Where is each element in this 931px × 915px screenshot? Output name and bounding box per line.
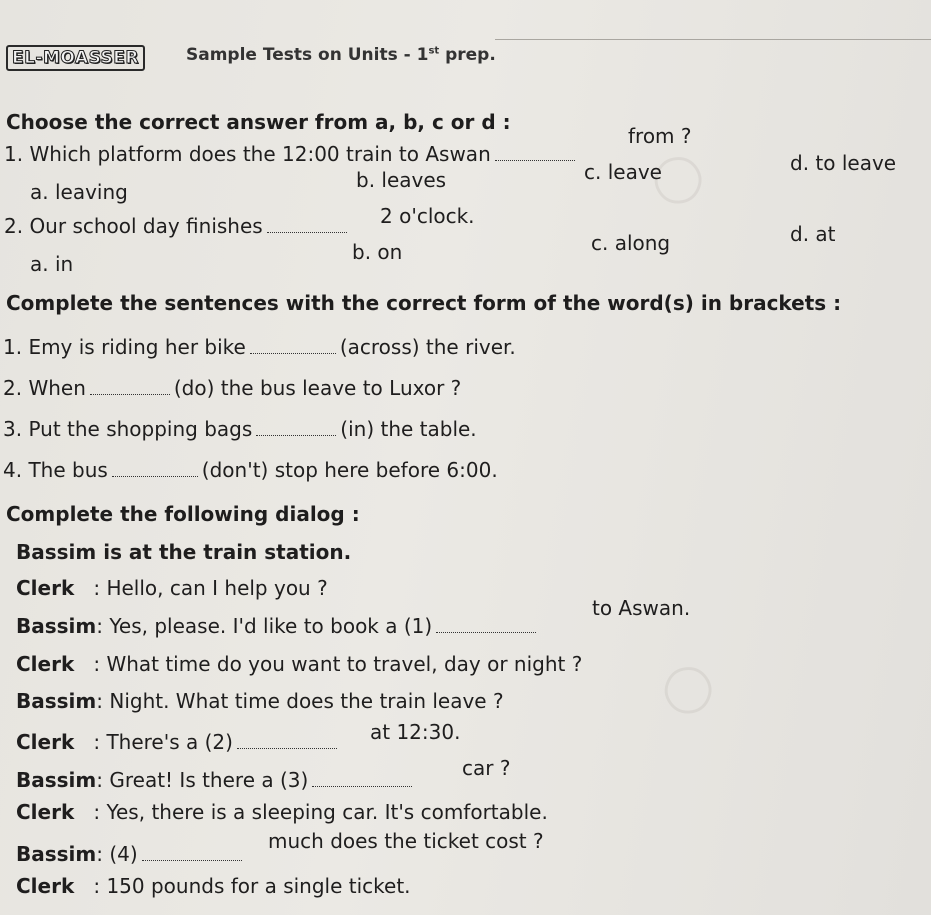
speaker-clerk: Clerk: [16, 874, 75, 898]
dialog-separator: :: [74, 800, 107, 824]
sentence-4-after: (don't) stop here before 6:00.: [201, 458, 498, 482]
sentence-1-after: (across) the river.: [339, 335, 516, 359]
dialog-line-2-after: to Aswan.: [592, 596, 691, 620]
dialog-separator: :: [96, 768, 110, 792]
sentence-2-after: (do) the bus leave to Luxor ?: [173, 376, 462, 400]
answer-blank[interactable]: [256, 435, 336, 436]
watermark-logo: ◯: [649, 650, 723, 724]
speaker-clerk: Clerk: [16, 730, 75, 754]
dialog-line-1: [16, 576, 328, 600]
sentence-3-text: 3. Put the shopping bags: [3, 417, 253, 441]
option-2b[interactable]: b. on: [352, 240, 403, 264]
header-divider: [495, 39, 931, 40]
sentence-2: [3, 376, 461, 400]
question-2-after: 2 o'clock.: [380, 204, 475, 228]
section-heading-choose: Choose the correct answer from a, b, c or d :: [6, 110, 511, 134]
dialog-line-5-after: at 12:30.: [370, 720, 461, 744]
question-2-text: 2. Our school day finishes: [4, 214, 263, 238]
dialog-separator: :: [96, 614, 110, 638]
speaker-clerk: Clerk: [16, 800, 75, 824]
dialog-line-6-after: car ?: [462, 756, 511, 780]
dialog-separator: :: [74, 576, 107, 600]
dialog-line-6: [16, 768, 416, 792]
question-1-text: 1. Which platform does the 12:00 train to Aswan: [4, 142, 491, 166]
dialog-line-9: [16, 874, 411, 898]
dialog-text: Great! Is there a (3): [109, 768, 309, 792]
dialog-text: (4): [109, 842, 138, 866]
answer-blank[interactable]: [112, 476, 198, 477]
dialog-text: There's a (2): [106, 730, 233, 754]
answer-blank-1[interactable]: [436, 632, 536, 633]
sentence-4-text: 4. The bus: [3, 458, 108, 482]
dialog-text: Yes, there is a sleeping car. It's comfortable.: [106, 800, 548, 824]
answer-blank[interactable]: [495, 160, 575, 161]
option-2a[interactable]: a. in: [30, 252, 74, 276]
dialog-separator: :: [74, 652, 107, 676]
option-1d[interactable]: d. to leave: [790, 151, 897, 175]
dialog-text: Hello, can I help you ?: [106, 576, 328, 600]
sentence-3: [3, 417, 477, 441]
dialog-separator: :: [74, 730, 107, 754]
dialog-line-4: [16, 689, 504, 713]
speaker-bassim: Bassim: [16, 689, 97, 713]
dialog-line-3: [16, 652, 582, 676]
dialog-line-8-after: much does the ticket cost ?: [268, 829, 544, 853]
publisher-logo: EL-MOASSER: [6, 45, 145, 71]
sentence-1-text: 1. Emy is riding her bike: [3, 335, 246, 359]
question-2: [4, 214, 351, 238]
speaker-clerk: Clerk: [16, 576, 75, 600]
dialog-line-2: [16, 614, 540, 638]
dialog-separator: :: [74, 874, 107, 898]
sentence-4: [3, 458, 498, 482]
dialog-text: 150 pounds for a single ticket.: [106, 874, 411, 898]
question-1-after: from ?: [628, 124, 692, 148]
option-2c[interactable]: c. along: [591, 231, 671, 255]
dialog-separator: :: [96, 842, 110, 866]
option-1b[interactable]: b. leaves: [356, 168, 447, 192]
option-1c[interactable]: c. leave: [584, 160, 662, 184]
dialog-line-8: [16, 842, 246, 866]
sentence-1: [3, 335, 516, 359]
dialog-text: Yes, please. I'd like to book a (1): [109, 614, 433, 638]
speaker-clerk: Clerk: [16, 652, 75, 676]
answer-blank[interactable]: [267, 232, 347, 233]
option-1a[interactable]: a. leaving: [30, 180, 128, 204]
section-heading-dialog: Complete the following dialog :: [6, 502, 360, 526]
dialog-text: Night. What time does the train leave ?: [109, 689, 504, 713]
answer-blank-4[interactable]: [142, 860, 242, 861]
sentence-3-after: (in) the table.: [340, 417, 477, 441]
dialog-separator: :: [96, 689, 110, 713]
speaker-bassim: Bassim: [16, 614, 97, 638]
header-title-prefix: Sample Tests on Units - 1: [186, 45, 429, 65]
dialog-line-7: [16, 800, 548, 824]
section-heading-complete-sentences: Complete the sentences with the correct form of the word(s) in brackets :: [6, 291, 842, 315]
dialog-intro: Bassim is at the train station.: [16, 540, 352, 564]
sentence-2-text: 2. When: [3, 376, 86, 400]
option-2d[interactable]: d. at: [790, 222, 836, 246]
answer-blank[interactable]: [90, 394, 170, 395]
answer-blank[interactable]: [250, 353, 336, 354]
question-1: [4, 142, 579, 166]
speaker-bassim: Bassim: [16, 842, 97, 866]
speaker-bassim: Bassim: [16, 768, 97, 792]
watermark-logo: ◯: [639, 140, 713, 214]
header-title-suffix: prep.: [439, 45, 496, 65]
answer-blank-3[interactable]: [312, 786, 412, 787]
page-header-title: [186, 45, 496, 65]
answer-blank-2[interactable]: [237, 748, 337, 749]
dialog-line-5: [16, 730, 341, 754]
header-title-sup: st: [428, 45, 440, 57]
dialog-text: What time do you want to travel, day or night ?: [106, 652, 583, 676]
